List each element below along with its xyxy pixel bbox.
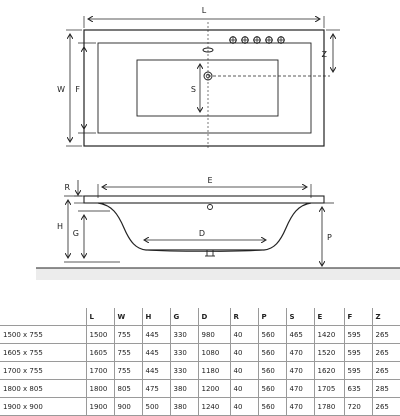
column-header: D — [198, 308, 230, 326]
table-cell: 1605 — [86, 344, 114, 362]
tub-basin-floor — [137, 60, 278, 116]
table-row — [0, 326, 400, 344]
column-header: Z — [372, 308, 400, 326]
table-cell: 40 — [230, 362, 258, 380]
table-cell: 1800 — [86, 380, 114, 398]
column-header: H — [142, 308, 170, 326]
table-cell: 475 — [142, 380, 170, 398]
table-cell: 265 — [372, 398, 400, 416]
dim-label-L: L — [201, 6, 207, 15]
table-cell: 720 — [344, 398, 372, 416]
table-cell: 265 — [372, 326, 400, 344]
table-cell: 560 — [258, 326, 286, 344]
table-cell: 1500 — [86, 326, 114, 344]
table-cell: 1200 — [198, 380, 230, 398]
dim-label-E: E — [207, 176, 213, 185]
model-cell: 1605 x 755 — [3, 348, 43, 357]
table-row — [0, 344, 400, 362]
table-cell: 470 — [286, 398, 314, 416]
table-cell: 265 — [372, 344, 400, 362]
tub-body-profile — [98, 203, 311, 250]
table-cell: 560 — [258, 380, 286, 398]
table-cell: 980 — [198, 326, 230, 344]
table-cell: 1620 — [314, 362, 344, 380]
table-cell: 470 — [286, 380, 314, 398]
table-cell: 635 — [344, 380, 372, 398]
column-header: P — [258, 308, 286, 326]
dim-label-D: D — [198, 229, 206, 238]
table-cell: 330 — [170, 344, 198, 362]
model-cell: 1800 x 805 — [3, 384, 43, 393]
table-cell: 445 — [142, 326, 170, 344]
column-header — [0, 308, 86, 326]
table-cell: 40 — [230, 380, 258, 398]
column-header: S — [286, 308, 314, 326]
side-overflow-icon — [208, 205, 213, 210]
top-view — [57, 6, 340, 150]
column-header: G — [170, 308, 198, 326]
dim-label-Z: Z — [321, 50, 327, 59]
table-cell: 560 — [258, 344, 286, 362]
table-cell: 265 — [372, 362, 400, 380]
table-cell: 595 — [344, 326, 372, 344]
table-cell: 470 — [286, 362, 314, 380]
table-cell: 445 — [142, 344, 170, 362]
column-header: W — [114, 308, 142, 326]
model-cell: 1700 x 755 — [3, 366, 43, 375]
side-view — [36, 176, 400, 280]
model-cell: 1500 x 755 — [3, 330, 43, 339]
table-cell: 755 — [114, 326, 142, 344]
table-cell: 805 — [114, 380, 142, 398]
dim-label-P: P — [327, 233, 332, 242]
tub-outer-rim — [84, 30, 324, 146]
dim-label-S: S — [190, 85, 196, 94]
table-cell: 465 — [286, 326, 314, 344]
tub-inner-rim — [98, 43, 311, 133]
table-cell: 40 — [230, 326, 258, 344]
table-cell: 595 — [344, 344, 372, 362]
table-cell: 755 — [114, 344, 142, 362]
dim-label-G: G — [72, 229, 79, 238]
dim-label-H: H — [56, 222, 63, 231]
table-header-row — [0, 308, 400, 326]
tub-rim-section — [84, 196, 324, 203]
table-cell: 1240 — [198, 398, 230, 416]
table-cell: 1700 — [86, 362, 114, 380]
table-cell: 285 — [372, 380, 400, 398]
dim-label-F: F — [75, 85, 80, 94]
table-row — [0, 398, 400, 416]
floor-slab — [36, 268, 400, 280]
table-cell: 40 — [230, 398, 258, 416]
table-cell: 1080 — [198, 344, 230, 362]
table-cell: 380 — [170, 380, 198, 398]
table-cell: 380 — [170, 398, 198, 416]
table-cell: 1420 — [314, 326, 344, 344]
table-cell: 330 — [170, 362, 198, 380]
table-cell: 1780 — [314, 398, 344, 416]
table-cell: 1520 — [314, 344, 344, 362]
table-cell: 595 — [344, 362, 372, 380]
table-cell: 445 — [142, 362, 170, 380]
column-header: L — [86, 308, 114, 326]
column-header: R — [230, 308, 258, 326]
dim-label-R: R — [64, 183, 70, 192]
table-cell: 1705 — [314, 380, 344, 398]
table-cell: 1180 — [198, 362, 230, 380]
model-cell: 1900 x 900 — [3, 402, 43, 411]
table-cell: 1900 — [86, 398, 114, 416]
column-header: E — [314, 308, 344, 326]
table-cell: 755 — [114, 362, 142, 380]
table-cell: 500 — [142, 398, 170, 416]
table-cell: 560 — [258, 398, 286, 416]
side-drain-icon — [205, 250, 215, 256]
table-row — [0, 380, 400, 398]
table-cell: 40 — [230, 344, 258, 362]
table-cell: 900 — [114, 398, 142, 416]
table-cell: 560 — [258, 362, 286, 380]
table-cell: 330 — [170, 326, 198, 344]
dim-label-W: W — [57, 85, 65, 94]
table-row — [0, 362, 400, 380]
table-cell: 470 — [286, 344, 314, 362]
column-header: F — [344, 308, 372, 326]
